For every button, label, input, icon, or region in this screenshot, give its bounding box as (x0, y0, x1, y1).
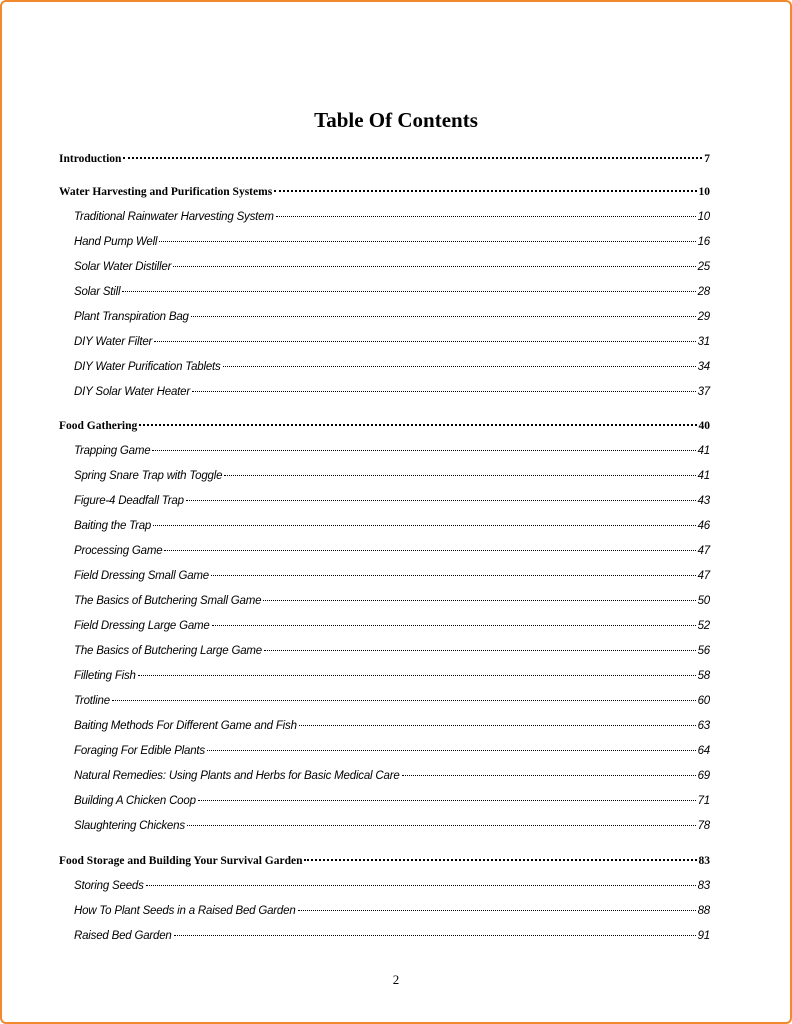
toc-item-label: Spring Snare Trap with Toggle (74, 470, 223, 482)
dot-leader (191, 316, 696, 317)
toc-section-food-gathering[interactable] (59, 418, 710, 434)
dot-leader (211, 575, 696, 576)
dot-leader (154, 341, 695, 342)
dot-leader (212, 625, 696, 626)
toc-item-label: The Basics of Butchering Small Game (74, 595, 262, 607)
dot-leader (122, 291, 695, 292)
dot-leader (186, 500, 696, 501)
toc-page-number: 46 (697, 520, 710, 532)
toc-item-label: DIY Water Filter (74, 336, 153, 348)
dot-leader (299, 725, 696, 726)
toc-item-label: Baiting Methods For Different Game and Fish (74, 720, 297, 732)
toc-section-food-storage[interactable] (59, 853, 710, 869)
toc-section-water-harvesting[interactable] (59, 184, 710, 200)
toc-item[interactable] (74, 928, 710, 944)
toc-page-number: 91 (697, 930, 710, 942)
toc-item-label: Field Dressing Small Game (74, 570, 209, 582)
dot-leader (146, 885, 696, 886)
toc-item-label: Baiting the Trap (74, 520, 152, 532)
toc-item-label: Hand Pump Well (74, 236, 158, 248)
toc-page-number: 16 (697, 236, 710, 248)
toc-page-number: 47 (697, 545, 710, 557)
dot-leader (304, 859, 696, 861)
toc-item-label: Storing Seeds (74, 880, 144, 892)
toc-item[interactable] (74, 518, 710, 534)
toc-item[interactable] (74, 384, 710, 400)
toc-item[interactable] (74, 718, 710, 734)
dot-leader (263, 600, 695, 601)
toc-page-number: 37 (697, 386, 710, 398)
toc-item-label: Filleting Fish (74, 670, 136, 682)
page-number: 2 (392, 972, 400, 987)
toc-page-number: 28 (697, 286, 710, 298)
toc-page-number: 50 (697, 595, 710, 607)
dot-leader (402, 775, 696, 776)
toc-item-label: Processing Game (74, 545, 163, 557)
toc-item[interactable] (74, 359, 710, 375)
dot-leader (264, 650, 696, 651)
toc-page-number: 25 (697, 261, 710, 273)
toc-page-number: 52 (697, 620, 710, 632)
dot-leader (298, 910, 696, 911)
toc-page-number: 34 (697, 361, 710, 373)
toc-page-number: 41 (697, 470, 710, 482)
toc-item-label: DIY Water Purification Tablets (74, 361, 221, 373)
toc-page-number: 56 (697, 645, 710, 657)
page-title: Table Of Contents (314, 108, 478, 132)
toc-item[interactable] (74, 643, 710, 659)
toc-page-number: 7 (704, 153, 710, 165)
toc-page-number: 10 (697, 211, 710, 223)
toc-item[interactable] (74, 618, 710, 634)
toc-item-label: Solar Still (74, 286, 121, 298)
toc-section-introduction[interactable] (59, 151, 710, 167)
toc-page-number: 58 (697, 670, 710, 682)
toc-item[interactable] (74, 568, 710, 584)
toc-page-number: 83 (697, 880, 710, 892)
toc-item-label: How To Plant Seeds in a Raised Bed Garden (74, 905, 296, 917)
toc-section-label: Food Gathering (59, 420, 138, 432)
toc-item-label: Figure-4 Deadfall Trap (74, 495, 184, 507)
dot-leader (207, 750, 696, 751)
toc-item-label: Trapping Game (74, 445, 151, 457)
toc-item-label: Natural Remedies: Using Plants and Herbs for Basic Medical Care (74, 770, 400, 782)
toc-item[interactable] (74, 234, 710, 250)
dot-leader (274, 190, 696, 192)
toc-page-number: 40 (698, 420, 710, 432)
toc-item-label: Trotline (74, 695, 110, 707)
toc-page-number: 41 (697, 445, 710, 457)
toc-item[interactable] (74, 468, 710, 484)
toc-item[interactable] (74, 903, 710, 919)
toc-item-label: Field Dressing Large Game (74, 620, 210, 632)
toc-page-number: 88 (697, 905, 710, 917)
toc-page-number: 78 (697, 820, 710, 832)
dot-leader (224, 475, 695, 476)
toc-item-label: Plant Transpiration Bag (74, 311, 189, 323)
dot-leader (223, 366, 696, 367)
dot-leader (138, 675, 696, 676)
toc-item[interactable] (74, 259, 710, 275)
toc-page-number: 31 (697, 336, 710, 348)
toc-section-label: Food Storage and Building Your Survival Garden (59, 855, 303, 867)
toc-item-label: DIY Solar Water Heater (74, 386, 190, 398)
toc-item[interactable] (74, 878, 710, 894)
toc-item[interactable] (74, 793, 710, 809)
dot-leader (174, 935, 696, 936)
toc-page-number: 83 (698, 855, 710, 867)
toc-item-label: The Basics of Butchering Large Game (74, 645, 262, 657)
dot-leader (276, 216, 696, 217)
toc-item[interactable] (74, 543, 710, 559)
toc-page-number: 69 (697, 770, 710, 782)
toc-item-label: Foraging For Edible Plants (74, 745, 205, 757)
toc-item[interactable] (74, 768, 710, 784)
toc-item[interactable] (74, 309, 710, 325)
dot-leader (164, 550, 695, 551)
toc-page-number: 29 (697, 311, 710, 323)
toc-item-label: Slaughtering Chickens (74, 820, 185, 832)
toc-page-number: 47 (697, 570, 710, 582)
toc-item-label: Solar Water Distiller (74, 261, 172, 273)
toc-page-number: 64 (697, 745, 710, 757)
toc-item[interactable] (74, 443, 710, 459)
toc-item[interactable] (74, 209, 710, 225)
toc-item[interactable] (74, 693, 710, 709)
dot-leader (187, 825, 696, 826)
toc-item[interactable] (74, 593, 710, 609)
dot-leader (159, 241, 695, 242)
toc-item-label: Raised Bed Garden (74, 930, 172, 942)
toc-page-number: 60 (697, 695, 710, 707)
toc-section-label: Introduction (59, 153, 122, 165)
toc-page-number: 63 (697, 720, 710, 732)
dot-leader (153, 525, 695, 526)
toc-section-label: Water Harvesting and Purification Systems (59, 186, 273, 198)
dot-leader (112, 700, 696, 701)
toc-page-number: 10 (698, 186, 710, 198)
toc-item-label: Traditional Rainwater Harvesting System (74, 211, 274, 223)
toc-item[interactable] (74, 743, 710, 759)
dot-leader (139, 424, 696, 426)
toc-page-number: 43 (697, 495, 710, 507)
toc-page-number: 71 (697, 795, 710, 807)
dot-leader (173, 266, 695, 267)
toc-item[interactable] (74, 284, 710, 300)
dot-leader (198, 800, 696, 801)
toc-item[interactable] (74, 668, 710, 684)
toc-item[interactable] (74, 334, 710, 350)
dot-leader (152, 450, 695, 451)
toc-item-label: Building A Chicken Coop (74, 795, 196, 807)
toc-item[interactable] (74, 818, 710, 834)
toc-item[interactable] (74, 493, 710, 509)
dot-leader (192, 391, 696, 392)
dot-leader (123, 157, 702, 159)
